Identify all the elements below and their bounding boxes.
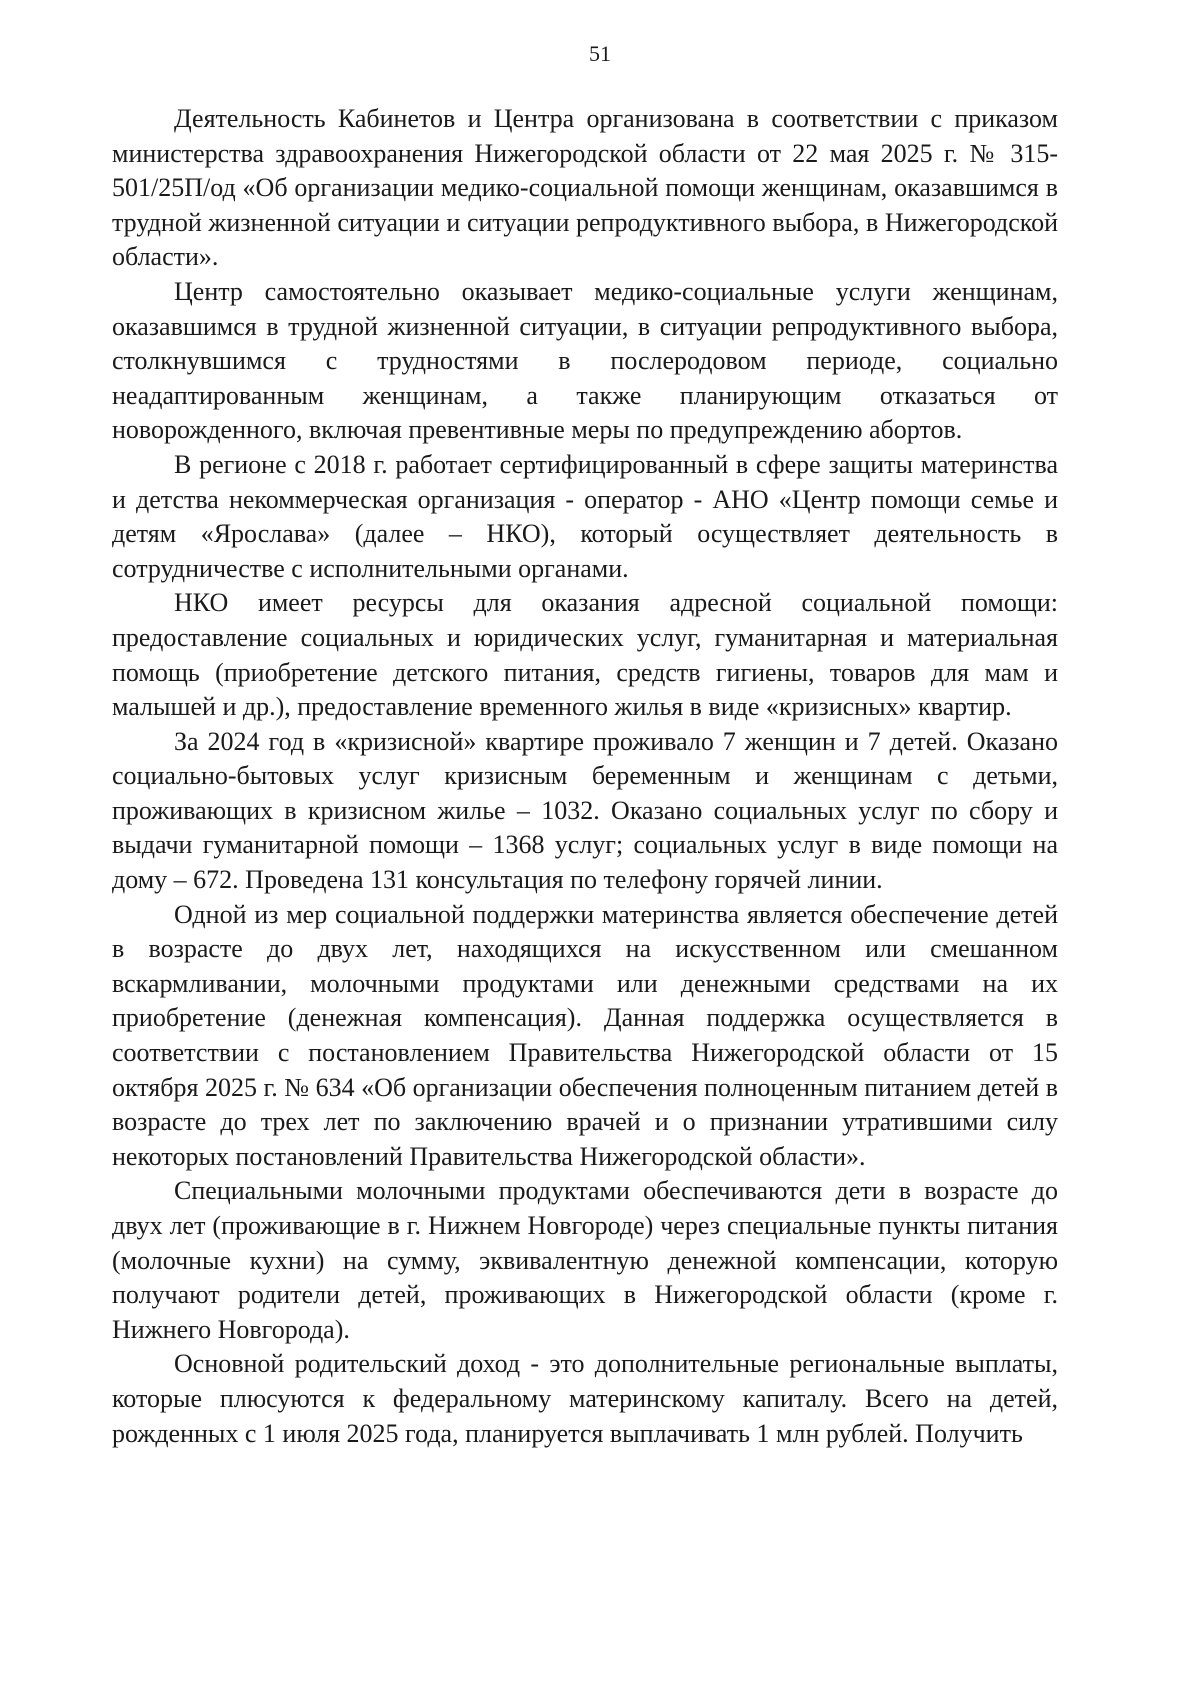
paragraph-parental-income: Основной родительский доход - это дополнительные региональные выплаты, которые плюсуются к федеральному материнскому капиталу. Всего на детей, рожденных с 1 июля 2025 года, планируется выплачивать 1 млн рублей. Получить: [112, 1349, 1058, 1448]
paragraph-2024-statistics: За 2024 год в «кризисной» квартире проживало 7 женщин и 7 детей. Оказано социально-бытовых услуг кризисным беременным и женщинам с детьми, проживающих в кризисном жилье – 1032. Оказано социальных услуг по сбору и выдачи гуманитарной помощи – 1368 услуг; социальных услуг в виде помощи на дому – 672. Проведена 131 консультация по телефону горячей линии.: [112, 726, 1058, 895]
paragraph-cabinets-center: Деятельность Кабинетов и Центра организована в соответствии с приказом министерства здравоохранения Нижегородской области от 22 мая 2025 г. № 315-501/25П/од «Об организации медико-социальной помощи женщинам, оказавшимся в трудной жизненной ситуации и ситуации репродуктивного выбора, в Нижегородской области».: [112, 104, 1058, 272]
paragraph-nko-resources: НКО имеет ресурсы для оказания адресной социальной помощи: предоставление социальных и юридических услуг, гуманитарная и материальная помощь (приобретение детского питания, средств гигиены, товаров для мам и малышей и др.), предоставление временного жилья в виде «кризисных» квартир.: [112, 588, 1058, 722]
paragraph-center-services: Центр самостоятельно оказывает медико-социальные услуги женщинам, оказавшимся в трудной жизненной ситуации, в ситуации репродуктивного выбора, столкнувшимся с трудностями в послеродовом периоде, социально неадаптированным женщинам, а также планирующим отказаться от новорожденного, включая превентивные меры по предупреждению абортов.: [112, 276, 1058, 445]
page-number: 51: [589, 41, 611, 66]
paragraph-dairy-products: Специальными молочными продуктами обеспечиваются дети в возрасте до двух лет (проживающие в г. Нижнем Новгороде) через специальные пункты питания (молочные кухни) на сумму, эквивалентную денежной компенсации, которую получают родители детей, проживающих в Нижегородской области (кроме г. Нижнего Новгорода).: [112, 1176, 1058, 1344]
paragraph-nko-operator: В регионе с 2018 г. работает сертифицированный в сфере защиты материнства и детства некоммерческая организация - оператор - АНО «Центр помощи семье и детям «Ярослава» (далее – НКО), который осуществляет деятельность в сотрудничестве с исполнительными органами.: [112, 449, 1058, 583]
paragraph-maternity-support: Одной из мер социальной поддержки материнства является обеспечение детей в возрасте до двух лет, находящихся на искусственном или смешанном вскармливании, молочными продуктами или денежными средствами на их приобретение (денежная компенсация). Данная поддержка осуществляется в соответствии с постановлением Правительства Нижегородской области от 15 октября 2025 г. № 634 «Об организации обеспечения полноценным питанием детей в возрасте до трех лет по заключению врачей и о признании утратившими силу некоторых постановлений Правительства Нижегородской области».: [112, 899, 1058, 1171]
body-text: [112, 102, 1058, 1451]
